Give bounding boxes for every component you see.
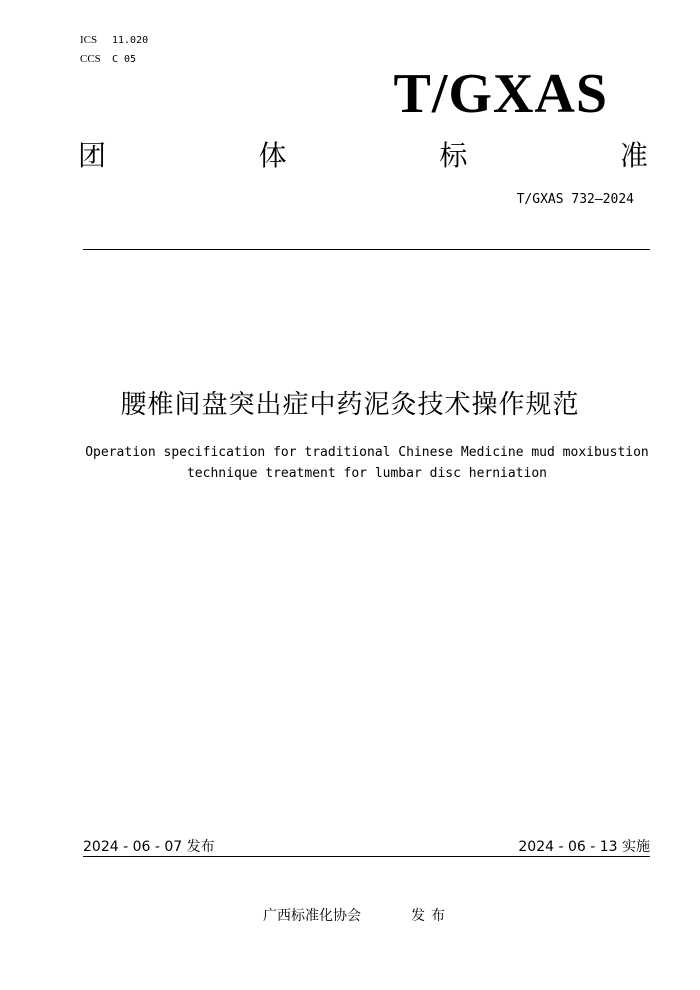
standard-type-char: 体 xyxy=(258,139,287,172)
issue-date: 2024 - 06 - 07 发布 xyxy=(83,839,215,855)
ics-code: 11.020 xyxy=(112,35,149,46)
english-title-line-2: technique treatment for lumbar disc herniation xyxy=(186,466,548,481)
bottom-divider xyxy=(83,856,650,857)
standard-type-char: 团 xyxy=(78,139,107,172)
standard-type-char: 准 xyxy=(619,139,648,172)
ics-label: ICS xyxy=(80,34,98,46)
chinese-title: 腰椎间盘突出症中药泥灸技术操作规范 xyxy=(120,390,580,420)
english-title xyxy=(0,442,700,484)
implementation-date: 2024 - 06 - 13 实施 xyxy=(518,839,650,855)
publish-label: 发布 xyxy=(411,908,451,924)
ccs-label: CCS xyxy=(80,53,101,65)
standard-number: T/GXAS 732—2024 xyxy=(516,192,634,207)
english-title-line-1: Operation specification for traditional Chinese Medicine mud moxibustion xyxy=(85,445,649,460)
ccs-code: C 05 xyxy=(112,54,137,65)
publisher-name: 广西标准化协会 xyxy=(263,908,361,924)
top-divider xyxy=(83,249,650,250)
standard-type-heading xyxy=(78,136,648,172)
standard-type-char: 标 xyxy=(439,139,468,172)
org-code-logo: T/GXAS xyxy=(393,63,608,125)
